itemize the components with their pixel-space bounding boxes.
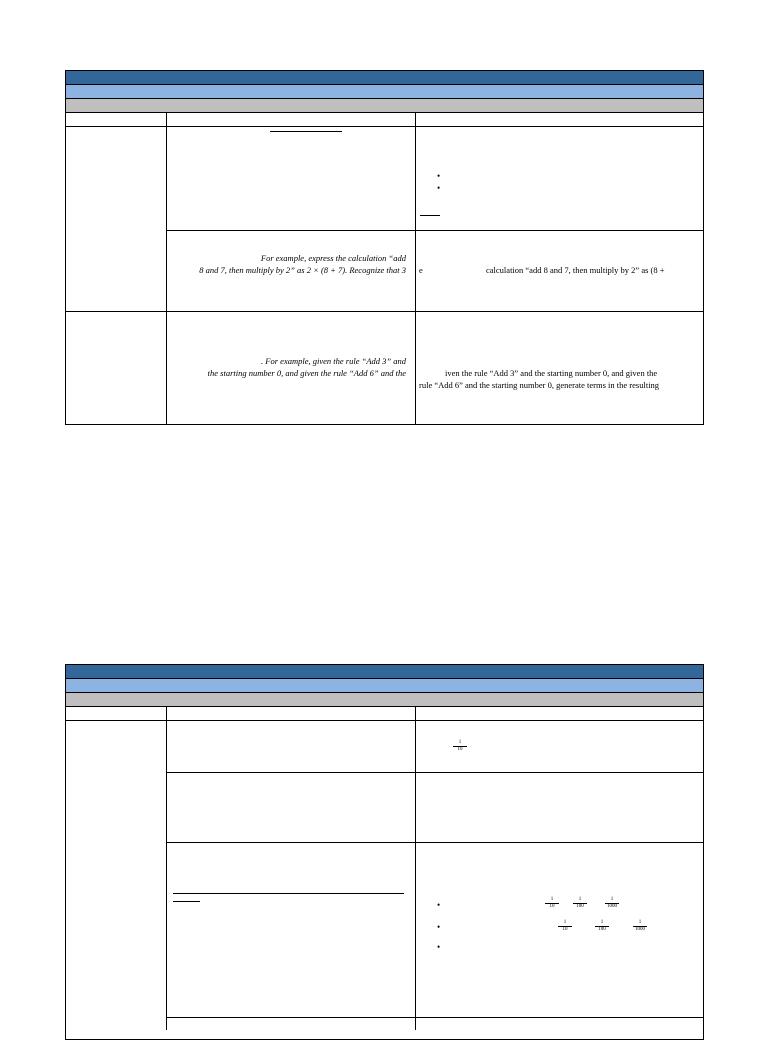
subheader-band: [65, 692, 704, 706]
standards-table-2: [65, 664, 704, 1024]
header-divider: [166, 112, 167, 127]
row-divider: [166, 842, 704, 843]
fraction-tenth: $\frac{1}{10}$: [453, 740, 467, 753]
header-divider: [415, 112, 416, 127]
bullet-icon: •: [437, 900, 441, 910]
underline-mark: [270, 131, 342, 132]
domain-header-band: [65, 70, 704, 84]
domain-header-band: [65, 664, 704, 678]
bullet-icon: •: [437, 922, 441, 932]
fraction-item: $\frac{1}{1000}$: [635, 920, 645, 932]
row2-left-line-2: 8 and 7, then multiply by 2” as 2 × (8 + 7). Recognize that 3: [199, 265, 406, 275]
bullet-icon: •: [437, 942, 441, 952]
header-divider: [166, 706, 167, 721]
underline-mark: [420, 215, 440, 216]
row-divider: [166, 1017, 704, 1018]
column-divider: [166, 720, 167, 1030]
standards-table-1: [65, 70, 704, 425]
fraction-item: $\frac{1}{10}$: [558, 920, 572, 933]
bullet-icon: •: [437, 171, 441, 181]
underline-mark: [173, 893, 404, 894]
column-divider: [166, 126, 167, 425]
column-divider: [415, 126, 416, 425]
row-divider: [65, 311, 704, 312]
row3-left-line-1: . For example, given the rule “Add 3” and: [261, 356, 406, 366]
header-divider: [415, 706, 416, 721]
row-divider: [166, 230, 704, 231]
fraction-item: $\frac{1}{1000}$: [607, 897, 617, 909]
row2-left-line-1: For example, express the calculation “add: [260, 253, 406, 263]
row2-right-fragment: e: [419, 265, 423, 275]
table-body: [65, 720, 704, 1040]
row2-right-line: calculation “add 8 and 7, then multiply by 2” as (8 +: [486, 265, 665, 275]
row3-right-line-1: iven the rule “Add 3” and the starting number 0, and given the: [445, 368, 658, 378]
fraction-item: $\frac{1}{100}$: [573, 897, 587, 910]
subheader-band: [65, 98, 704, 112]
column-divider: [415, 720, 416, 1030]
cluster-header-band: [65, 678, 704, 692]
fraction-item: $\frac{1}{10}$: [545, 897, 559, 910]
column-header-row: [65, 112, 704, 127]
underline-mark: [173, 901, 200, 902]
row3-right-line-2: rule “Add 6” and the starting number 0, generate terms in the resulting: [419, 380, 660, 390]
cluster-header-band: [65, 84, 704, 98]
bullet-icon: •: [437, 183, 441, 193]
row-divider: [166, 772, 704, 773]
fraction-item: $\frac{1}{100}$: [595, 920, 609, 933]
column-header-row: [65, 706, 704, 721]
row3-left-line-2: the starting number 0, and given the rule “Add 6” and the: [207, 368, 406, 378]
